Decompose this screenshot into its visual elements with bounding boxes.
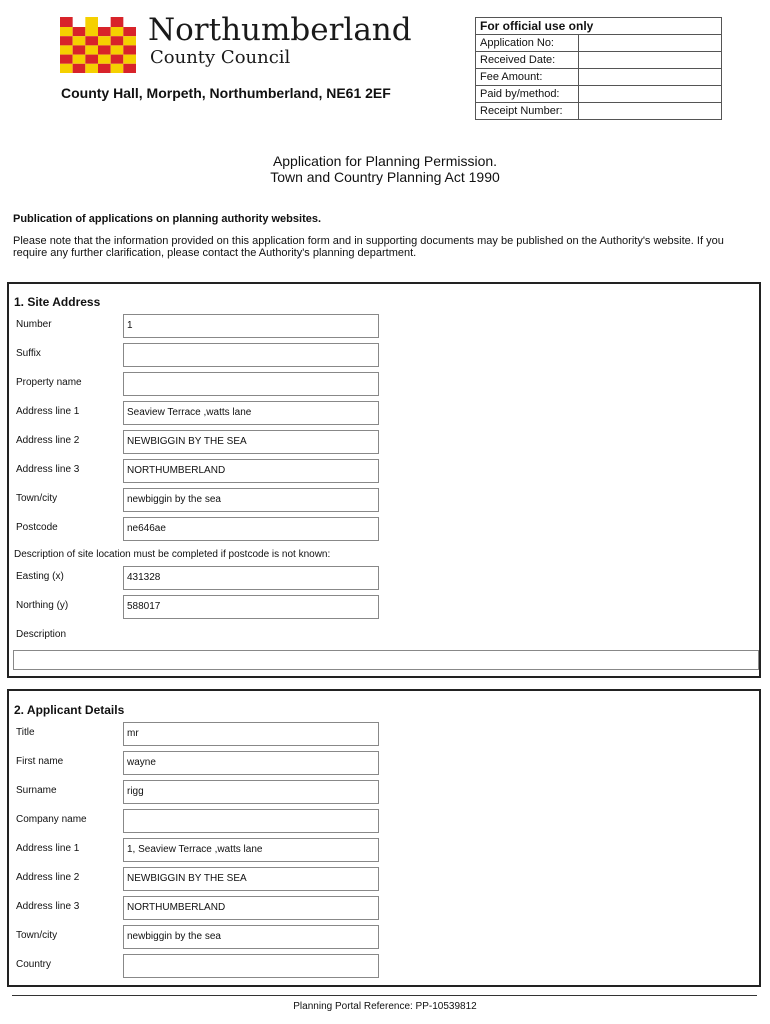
official-value — [578, 52, 721, 69]
applicant-first-name-label: First name — [16, 756, 64, 767]
publication-heading: Publication of applications on planning authority websites. — [13, 213, 322, 225]
site-property-name-label: Property name — [16, 377, 82, 388]
site-address-line-3-field[interactable]: NORTHUMBERLAND — [123, 459, 379, 483]
org-subtitle: County Council — [150, 47, 291, 68]
applicant-address-line-2-label: Address line 2 — [16, 872, 80, 883]
council-logo — [60, 14, 430, 74]
official-use-title: For official use only — [476, 18, 722, 35]
description-field[interactable] — [13, 650, 759, 670]
site-address-line-1-field[interactable]: Seaview Terrace ,watts lane — [123, 401, 379, 425]
site-number-field[interactable]: 1 — [123, 314, 379, 338]
applicant-details-title: 2. Applicant Details — [14, 703, 125, 717]
northing-label: Northing (y) — [16, 600, 69, 611]
site-address-section — [7, 282, 761, 678]
site-location-note: Description of site location must be completed if postcode is not known: — [14, 549, 331, 560]
official-label: Paid by/method: — [476, 86, 579, 103]
applicant-address-line-1-field[interactable]: 1, Seaview Terrace ,watts lane — [123, 838, 379, 862]
site-address-line-2-label: Address line 2 — [16, 435, 80, 446]
publication-note: Please note that the information provided on this application form and in supporting documents may be published on the Authority's website. If you require any further clarification, please contact the Authority's planning department. — [13, 235, 724, 259]
official-row — [476, 86, 722, 103]
applicant-company-field[interactable] — [123, 809, 379, 833]
applicant-company-label: Company name — [16, 814, 87, 825]
applicant-address-line-3-label: Address line 3 — [16, 901, 80, 912]
site-town-field[interactable]: newbiggin by the sea — [123, 488, 379, 512]
official-row — [476, 69, 722, 86]
site-address-line-1-label: Address line 1 — [16, 406, 80, 417]
site-postcode-field[interactable]: ne646ae — [123, 517, 379, 541]
official-row — [476, 103, 722, 120]
title-line-2: Town and Country Planning Act 1990 — [270, 169, 500, 185]
easting-label: Easting (x) — [16, 571, 64, 582]
portal-reference: Planning Portal Reference: PP-10539812 — [293, 1001, 477, 1012]
footer-divider — [12, 995, 757, 996]
description-label: Description — [16, 629, 67, 640]
applicant-address-line-2-field[interactable]: NEWBIGGIN BY THE SEA — [123, 867, 379, 891]
applicant-town-field[interactable]: newbiggin by the sea — [123, 925, 379, 949]
site-address-line-2-field[interactable]: NEWBIGGIN BY THE SEA — [123, 430, 379, 454]
official-label: Receipt Number: — [476, 103, 579, 120]
title-line-1: Application for Planning Permission. — [272, 153, 498, 169]
official-use-table — [475, 17, 722, 120]
applicant-details-section — [7, 689, 761, 987]
northing-field[interactable]: 588017 — [123, 595, 379, 619]
official-value — [578, 103, 721, 120]
applicant-address-line-1-label: Address line 1 — [16, 843, 80, 854]
official-row — [476, 35, 722, 52]
official-label: Application No: — [476, 35, 579, 52]
official-value — [578, 86, 721, 103]
site-postcode-label: Postcode — [16, 522, 58, 533]
document-title — [0, 153, 770, 185]
applicant-title-label: Title — [16, 727, 35, 738]
official-value — [578, 69, 721, 86]
site-property-name-field[interactable] — [123, 372, 379, 396]
official-label: Received Date: — [476, 52, 579, 69]
applicant-surname-label: Surname — [16, 785, 57, 796]
official-row — [476, 52, 722, 69]
site-town-label: Town/city — [16, 493, 58, 504]
site-suffix-label: Suffix — [16, 348, 41, 359]
easting-field[interactable]: 431328 — [123, 566, 379, 590]
org-name: Northumberland — [148, 12, 412, 48]
applicant-country-label: Country — [16, 959, 52, 970]
site-suffix-field[interactable] — [123, 343, 379, 367]
applicant-first-name-field[interactable]: wayne — [123, 751, 379, 775]
applicant-address-line-3-field[interactable]: NORTHUMBERLAND — [123, 896, 379, 920]
council-crest-icon — [60, 17, 136, 73]
applicant-title-field[interactable]: mr — [123, 722, 379, 746]
official-value — [578, 35, 721, 52]
site-address-title: 1. Site Address — [14, 295, 101, 309]
org-address: County Hall, Morpeth, Northumberland, NE61 2EF — [61, 85, 391, 101]
applicant-town-label: Town/city — [16, 930, 58, 941]
site-address-line-3-label: Address line 3 — [16, 464, 80, 475]
applicant-surname-field[interactable]: rigg — [123, 780, 379, 804]
site-number-label: Number — [16, 319, 52, 330]
applicant-country-field[interactable] — [123, 954, 379, 978]
official-label: Fee Amount: — [476, 69, 579, 86]
